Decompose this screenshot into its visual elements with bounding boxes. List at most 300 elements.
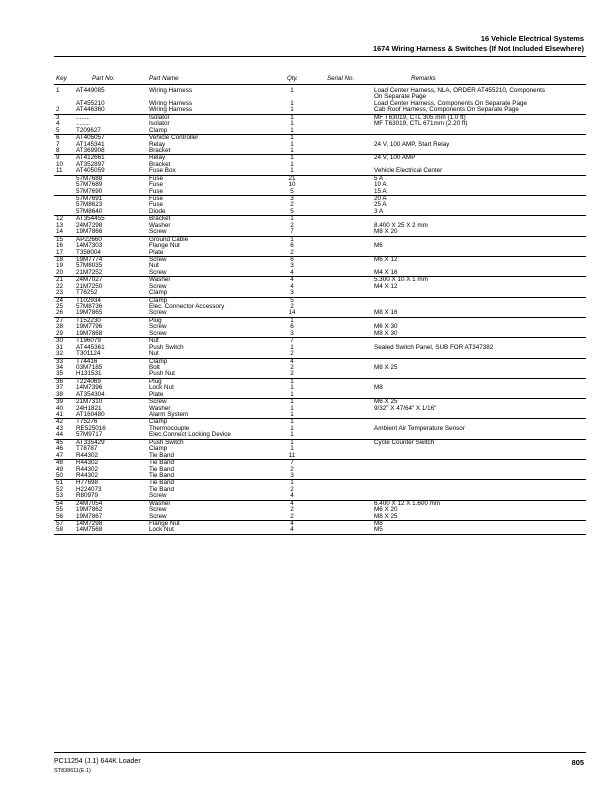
table-row <box>54 209 586 216</box>
column-header-rule <box>54 84 586 85</box>
key-cell: 20 <box>56 268 64 276</box>
part-name-cell: Washer <box>149 221 171 229</box>
part-name-cell: Bracket <box>149 215 171 223</box>
part-no-cell: T102934 <box>76 296 101 304</box>
part-no-cell: AT445361 <box>76 343 105 351</box>
part-name-cell: Bracket <box>149 160 171 168</box>
key-cell: 19 <box>56 262 64 270</box>
qty-cell: 1 <box>290 167 294 175</box>
qty-cell: 1 <box>290 235 294 243</box>
part-no-cell: AT449085 <box>76 87 105 94</box>
qty-cell: 1 <box>290 316 294 324</box>
part-no-cell: 19M7868 <box>76 329 103 337</box>
part-no-cell: 57M8623 <box>76 201 103 209</box>
part-no-cell: 57M8736 <box>76 303 103 310</box>
key-cell: 22 <box>56 282 64 290</box>
part-name-cell: Fuse <box>149 181 163 189</box>
part-no-cell: AT412661 <box>76 154 105 162</box>
part-no-cell: 21M7250 <box>76 282 103 290</box>
key-cell: 37 <box>56 384 64 392</box>
key-cell: 56 <box>56 512 64 520</box>
key-cell: 58 <box>56 526 64 534</box>
qty-cell: 1 <box>290 215 294 223</box>
remarks-cell: M5 <box>374 526 383 534</box>
part-name-cell: Push Nut <box>149 370 175 378</box>
part-name-cell: Push Switch <box>149 343 184 351</box>
part-no-cell: T74416 <box>76 357 98 365</box>
qty-cell: 5 <box>290 187 294 195</box>
key-cell: 45 <box>56 438 64 446</box>
qty-cell: 4 <box>290 282 294 290</box>
table-row <box>54 351 586 358</box>
key-cell: 12 <box>56 215 64 223</box>
remarks-cell: M8 X 16 <box>374 309 398 317</box>
part-name-cell: Screw <box>149 268 167 276</box>
key-cell: 26 <box>56 309 64 317</box>
remarks-cell: 5 A <box>374 174 384 182</box>
remarks-cell: M4 X 12 <box>374 282 398 290</box>
part-no-cell: 19M7862 <box>76 506 103 514</box>
remarks-cell: M4 X 16 <box>374 268 398 276</box>
remarks-cell: 5.300 X 10 X 1 mm <box>374 276 428 284</box>
remarks-cell: M6 X 30 <box>374 323 398 331</box>
col-key-header: Key <box>56 75 67 82</box>
key-cell: 16 <box>56 242 64 250</box>
part-name-cell: Washer <box>149 499 171 507</box>
remarks-cell: M6 X 25 <box>374 398 398 406</box>
part-name-cell: Fuse <box>149 195 163 202</box>
key-cell: 51 <box>56 479 64 487</box>
qty-cell: 1 <box>290 398 294 406</box>
table-row <box>54 310 586 317</box>
qty-cell: 1 <box>290 343 294 351</box>
part-no-cell: 19M7866 <box>76 228 103 236</box>
qty-cell: 2 <box>290 303 294 310</box>
part-no-cell: T358004 <box>76 248 101 256</box>
key-cell: 31 <box>56 343 64 351</box>
table-row <box>54 128 586 135</box>
qty-cell: 2 <box>290 370 294 378</box>
part-no-cell: 14M7568 <box>76 526 103 534</box>
table-row <box>54 250 586 257</box>
remarks-cell: M8 X 20 <box>374 228 398 236</box>
part-name-cell: Wiring Harness <box>149 106 193 114</box>
table-row <box>54 527 586 534</box>
part-name-cell: Flange Nut <box>149 520 180 527</box>
key-cell: 47 <box>56 451 64 459</box>
qty-cell: 1 <box>290 113 294 121</box>
part-name-cell: Isolator <box>149 120 170 128</box>
qty-cell: 5 <box>290 207 294 215</box>
remarks-cell: 24 V, 100 AMP <box>374 154 416 162</box>
qty-cell: 1 <box>290 445 294 453</box>
qty-cell: 3 <box>290 262 294 270</box>
part-name-cell: Tie Band <box>149 451 174 459</box>
header-rule <box>54 56 586 57</box>
part-no-cell: AT405059 <box>76 167 105 175</box>
part-name-cell: Elec.Connect Locking Device <box>149 431 231 439</box>
qty-cell: 6 <box>290 323 294 331</box>
part-no-cell: R80979 <box>76 492 99 500</box>
part-no-cell: AT354455 <box>76 215 105 223</box>
part-name-cell: Plug <box>149 316 162 324</box>
part-name-cell: Fuse <box>149 201 163 209</box>
qty-cell: 1 <box>290 377 294 385</box>
part-name-cell: Tie Band <box>149 465 174 473</box>
key-cell: 29 <box>56 329 64 337</box>
remarks-cell: 3 A <box>374 207 384 215</box>
table-row <box>54 493 586 500</box>
qty-cell: 2 <box>290 221 294 229</box>
key-cell: 43 <box>56 424 64 432</box>
part-name-cell: Fuse <box>149 174 163 182</box>
key-cell: 52 <box>56 485 64 493</box>
remarks-cell: Cycle Counter Switch <box>374 438 435 446</box>
remarks-cell: Cab Roof Harness, Components On Separate Page <box>374 106 519 114</box>
qty-cell: 2 <box>290 512 294 520</box>
remarks-cell: M8 X 25 <box>374 363 398 371</box>
table-row <box>54 189 586 196</box>
table-row <box>54 514 586 521</box>
part-no-cell: 21M7252 <box>76 268 103 276</box>
key-cell: 15 <box>56 235 64 243</box>
key-cell: 27 <box>56 316 64 324</box>
qty-cell: 4 <box>290 526 294 534</box>
part-no-cell: T196079 <box>76 337 101 345</box>
part-name-cell: Bracket <box>149 146 171 154</box>
part-name-cell: Push Switch <box>149 438 184 446</box>
part-name-cell: Alarm System <box>149 411 189 418</box>
part-name-cell: Diode <box>149 207 166 215</box>
part-no-cell: 19M7774 <box>76 255 103 263</box>
part-name-cell: Tie Band <box>149 479 174 487</box>
part-no-cell: AT369908 <box>76 146 105 154</box>
part-no-cell: 14M7396 <box>76 384 103 392</box>
qty-cell: 1 <box>290 431 294 439</box>
part-no-cell: R44302 <box>76 459 99 467</box>
part-no-cell: AT354304 <box>76 390 105 398</box>
key-cell: 54 <box>56 499 64 507</box>
qty-cell: 4 <box>290 268 294 276</box>
part-no-cell: 57M7688 <box>76 174 103 182</box>
part-name-cell: Screw <box>149 255 167 263</box>
remarks-cell: M6 X 20 <box>374 506 398 514</box>
part-no-cell: T209627 <box>76 126 101 134</box>
part-name-cell: Clamp <box>149 296 168 304</box>
remarks-cell: M8 <box>374 384 383 392</box>
qty-cell: 6 <box>290 255 294 263</box>
qty-cell: 2 <box>290 248 294 256</box>
key-cell: 10 <box>56 160 64 168</box>
qty-cell: 1 <box>290 154 294 162</box>
remarks-cell: 10 A <box>374 181 387 189</box>
key-cell: 44 <box>56 431 64 439</box>
key-cell: 38 <box>56 390 64 398</box>
qty-cell: 4 <box>290 276 294 284</box>
table-row <box>54 412 586 419</box>
qty-cell: 2 <box>290 363 294 371</box>
qty-cell: 14 <box>288 309 296 317</box>
table-row <box>54 392 586 399</box>
key-cell: 18 <box>56 255 64 263</box>
part-name-cell: Flange Nut <box>149 242 180 250</box>
qty-cell: 3 <box>290 329 294 337</box>
qty-cell: 3 <box>290 195 294 202</box>
qty-cell: 3 <box>290 471 294 479</box>
part-no-cell: T152230 <box>76 316 101 324</box>
qty-cell: 1 <box>290 99 294 107</box>
key-cell: 57 <box>56 520 64 527</box>
key-cell: 13 <box>56 221 64 229</box>
qty-cell: 4 <box>290 520 294 527</box>
part-no-cell: 19M7865 <box>76 309 103 317</box>
part-name-cell: Clamp <box>149 126 168 134</box>
part-no-cell: AT455210 <box>76 99 105 107</box>
part-name-cell: Tie Band <box>149 471 174 479</box>
parts-table <box>54 88 586 535</box>
part-no-cell: 24M7027 <box>76 276 103 284</box>
key-cell: 35 <box>56 370 64 378</box>
qty-cell: 1 <box>290 390 294 398</box>
key-cell: 32 <box>56 350 64 358</box>
part-no-cell: T75276 <box>76 418 98 426</box>
part-no-cell: AT145341 <box>76 140 105 148</box>
footer-doc-code: ST838611(E.1) <box>54 768 91 774</box>
key-cell: 46 <box>56 445 64 453</box>
part-name-cell: Fuse <box>149 187 163 195</box>
part-no-cell: R44302 <box>76 451 99 459</box>
part-name-cell: Nut <box>149 337 159 345</box>
part-name-cell: Vehicle Controller <box>149 134 199 142</box>
qty-cell: 1 <box>290 404 294 412</box>
part-no-cell: 57M8640 <box>76 207 103 215</box>
part-name-cell: Lock Nut <box>149 526 174 534</box>
key-cell: 21 <box>56 276 64 284</box>
key-cell: 25 <box>56 303 64 310</box>
part-no-cell: 57M9717 <box>76 431 103 439</box>
key-cell: 53 <box>56 492 64 500</box>
part-name-cell: Wiring Harness <box>149 87 193 94</box>
qty-cell: 3 <box>290 289 294 297</box>
col-part-no-header: Part No. <box>92 75 115 82</box>
remarks-cell: M6 X 12 <box>374 255 398 263</box>
part-name-cell: Tie Band <box>149 485 174 493</box>
part-name-cell: Screw <box>149 228 167 236</box>
key-cell: 50 <box>56 471 64 479</box>
part-no-cell: AT335429 <box>76 438 105 446</box>
part-name-cell: Elec. Connector Accessory <box>149 303 225 310</box>
table-row <box>54 168 586 175</box>
part-name-cell: Clamp <box>149 289 168 297</box>
remarks-cell: MF T63019, CTL 305 mm (1.0 ft) <box>374 113 466 121</box>
key-cell: 34 <box>56 363 64 371</box>
part-no-cell: 14M7303 <box>76 242 103 250</box>
key-cell: 55 <box>56 506 64 514</box>
qty-cell: 2 <box>290 506 294 514</box>
part-no-cell: 24M7054 <box>76 499 103 507</box>
table-row <box>54 290 586 297</box>
key-cell: 39 <box>56 398 64 406</box>
key-cell: 41 <box>56 411 64 418</box>
part-name-cell: Plate <box>149 248 164 256</box>
part-name-cell: Thermocouple <box>149 424 190 432</box>
key-cell: 30 <box>56 337 64 345</box>
part-no-cell: 19M7796 <box>76 323 103 331</box>
table-row <box>54 229 586 236</box>
part-no-cell: 21M7310 <box>76 398 103 406</box>
key-cell: 4 <box>56 120 60 128</box>
col-part-name-header: Part Name <box>149 75 179 82</box>
part-no-cell: AT405057 <box>76 134 105 142</box>
part-name-cell: Isolator <box>149 113 170 121</box>
qty-cell: 1 <box>290 438 294 446</box>
part-name-cell: Lock Nut <box>149 384 174 392</box>
part-name-cell: Washer <box>149 276 171 284</box>
remarks-cell: M8 <box>374 520 383 527</box>
remarks-cell: MF T63019, CTL 671mm (2.20 ft) <box>374 120 468 128</box>
key-cell: 48 <box>56 459 64 467</box>
part-name-cell: Screw <box>149 282 167 290</box>
part-name-cell: Nut <box>149 262 159 270</box>
footer-doc-info: PC11254 (J.1) 644K Loader <box>54 758 141 765</box>
remarks-cell: On Separate Page <box>374 93 427 101</box>
key-cell: 36 <box>56 377 64 385</box>
part-name-cell: Clamp <box>149 445 168 453</box>
qty-cell: 7 <box>290 337 294 345</box>
remarks-cell: 25 A <box>374 201 387 209</box>
remarks-cell: 24 V, 100 AMP, Start Relay <box>374 140 450 148</box>
qty-cell: 1 <box>290 140 294 148</box>
part-no-cell: AP22660 <box>76 235 102 243</box>
part-name-cell: Wiring Harness <box>149 99 193 107</box>
remarks-cell: Load Center Harness, NLA, ORDER AT455210, Components <box>374 87 546 94</box>
key-cell: 3 <box>56 113 60 121</box>
qty-cell: 1 <box>290 87 294 94</box>
qty-cell: 2 <box>290 485 294 493</box>
part-name-cell: Plug <box>149 377 162 385</box>
part-no-cell: R44302 <box>76 465 99 473</box>
key-cell: 2 <box>56 106 60 114</box>
part-no-cell: R44302 <box>76 471 99 479</box>
key-cell: 11 <box>56 167 63 175</box>
col-qty-header: Qty. <box>287 75 298 82</box>
part-name-cell: Fuse Box <box>149 167 176 175</box>
qty-cell: 21 <box>288 174 296 182</box>
part-name-cell: Screw <box>149 506 167 514</box>
qty-cell: 1 <box>290 120 294 128</box>
part-name-cell: Tie Band <box>149 459 174 467</box>
qty-cell: 4 <box>290 499 294 507</box>
part-no-cell: 24M7298 <box>76 221 103 229</box>
part-no-cell: T78787 <box>76 445 98 453</box>
remarks-cell: M8 X 25 <box>374 512 398 520</box>
remarks-cell: 20 A <box>374 195 387 202</box>
key-cell: 5 <box>56 126 60 134</box>
table-row <box>54 270 586 277</box>
qty-cell: 2 <box>290 350 294 358</box>
part-name-cell: Clamp <box>149 357 168 365</box>
part-no-cell: H77698 <box>76 479 99 487</box>
key-cell: 23 <box>56 289 64 297</box>
part-no-cell: 19M7867 <box>76 512 103 520</box>
qty-cell: 1 <box>290 479 294 487</box>
key-cell: 33 <box>56 357 64 365</box>
part-no-cell: ........ <box>76 113 90 121</box>
part-no-cell: RE525016 <box>76 424 106 432</box>
remarks-cell: M6 <box>374 242 383 250</box>
qty-cell: 1 <box>290 418 294 426</box>
part-name-cell: Screw <box>149 398 167 406</box>
qty-cell: 1 <box>290 424 294 432</box>
part-name-cell: Nut <box>149 350 159 358</box>
key-cell: 24 <box>56 296 64 304</box>
part-no-cell: 03M7185 <box>76 363 103 371</box>
qty-cell: 1 <box>290 106 294 114</box>
qty-cell: 10 <box>288 181 296 189</box>
part-name-cell: Clamp <box>149 418 168 426</box>
remarks-cell: 9/32" X 47/64" X 1/16" <box>374 404 437 412</box>
section-title: 16 Vehicle Electrical Systems <box>480 34 584 43</box>
remarks-cell: 6.400 X 12 X 1.600 mm <box>374 499 441 507</box>
qty-cell: 7 <box>290 459 294 467</box>
part-name-cell: Plate <box>149 390 164 398</box>
part-name-cell: Screw <box>149 309 167 317</box>
part-no-cell: T76252 <box>76 289 98 297</box>
part-no-cell: T224069 <box>76 377 101 385</box>
part-no-cell: 57M7690 <box>76 187 103 195</box>
part-no-cell: 57M7689 <box>76 181 103 189</box>
table-row <box>54 331 586 338</box>
qty-cell: 4 <box>290 357 294 365</box>
qty-cell: 1 <box>290 160 294 168</box>
remarks-cell: Sealed Switch Panel, SUB FOR AT347382 <box>374 343 494 351</box>
qty-cell: 1 <box>290 146 294 154</box>
part-name-cell: Relay <box>149 154 166 162</box>
part-name-cell: Screw <box>149 329 167 337</box>
part-no-cell: 14M7298 <box>76 520 103 527</box>
page-number: 805 <box>571 758 584 767</box>
part-name-cell: Ground Cable <box>149 235 189 243</box>
table-row <box>54 371 586 378</box>
table-row <box>54 473 586 480</box>
part-no-cell: H224073 <box>76 485 102 493</box>
group-title: 1674 Wiring Harness & Switches (If Not Included Elsewhere) <box>372 44 584 53</box>
qty-cell: 1 <box>290 411 294 418</box>
key-cell: 1 <box>56 87 60 94</box>
qty-cell: 11 <box>288 451 296 459</box>
key-cell: 49 <box>56 465 64 473</box>
part-name-cell: Relay <box>149 140 166 148</box>
part-no-cell: AT352897 <box>76 160 105 168</box>
part-name-cell: Screw <box>149 492 167 500</box>
remarks-cell: M8 X 30 <box>374 329 398 337</box>
part-name-cell: Screw <box>149 323 167 331</box>
qty-cell: 5 <box>290 296 294 304</box>
remarks-cell: Ambient Air Temperature Sensor <box>374 424 465 432</box>
key-cell: 40 <box>56 404 64 412</box>
remarks-cell: Load Center Harness, Components On Separate Page <box>374 99 527 107</box>
part-no-cell: 57M7691 <box>76 195 103 202</box>
table-row <box>54 432 586 439</box>
qty-cell: 1 <box>290 384 294 392</box>
table-row <box>54 453 586 460</box>
qty-cell: 2 <box>290 201 294 209</box>
key-cell: 8 <box>56 146 60 154</box>
key-cell: 7 <box>56 140 60 148</box>
part-name-cell: Screw <box>149 512 167 520</box>
part-no-cell: 57M8035 <box>76 262 103 270</box>
key-cell: 14 <box>56 228 64 236</box>
